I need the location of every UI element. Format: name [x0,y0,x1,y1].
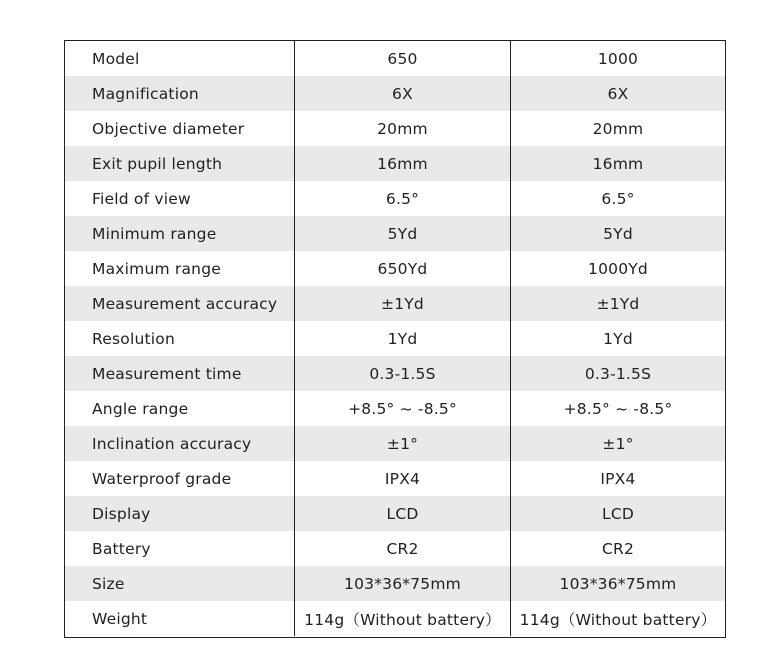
spec-value-1000: 0.3-1.5S [511,356,725,391]
spec-value-650: LCD [295,496,511,531]
spec-value-650: 20mm [295,111,511,146]
spec-value-1000: 6X [511,76,725,111]
spec-label: Resolution [65,321,295,356]
spec-value-650: 1Yd [295,321,511,356]
spec-label: Model [65,41,295,76]
spec-label: Objective diameter [65,111,295,146]
table-row [65,181,725,216]
table-row [65,251,725,286]
spec-value-650: 0.3-1.5S [295,356,511,391]
spec-label: Display [65,496,295,531]
spec-value-650: ±1° [295,426,511,461]
spec-value-650: ±1Yd [295,286,511,321]
table-row [65,146,725,181]
spec-value-1000: +8.5° ~ -8.5° [563,399,673,418]
spec-value-650: IPX4 [295,461,511,496]
spec-value-650: 114g（Without battery） [295,601,511,636]
spec-value-1000: 1Yd [603,329,633,348]
spec-value-1000: 1000 [597,49,639,68]
table-row [65,356,725,391]
spec-label: Inclination accuracy [65,426,295,461]
spec-value-1000: 114g（Without battery） [519,610,717,629]
spec-value-1000: IPX4 [600,469,636,488]
spec-label: Maximum range [65,251,295,286]
spec-value-1000: 6.5° [601,189,635,208]
spec-value-1000: 1000Yd [588,259,648,278]
spec-label: Weight [65,601,295,636]
spec-value-1000: ±1Yd [511,286,725,321]
spec-value-650: 650Yd [295,251,511,286]
table-row [65,216,725,251]
table-row [65,391,725,426]
spec-value-650: +8.5° ~ -8.5° [295,391,511,426]
spec-label: Size [65,566,295,601]
spec-label: Measurement accuracy [65,286,295,321]
spec-table [64,40,726,638]
spec-value-650: 650 [295,41,511,76]
spec-value-650: 103*36*75mm [295,566,511,601]
spec-value-1000: 5Yd [511,216,725,251]
table-row [65,461,725,496]
spec-value-1000: 20mm [592,119,644,138]
spec-value-650: CR2 [295,531,511,566]
table-row [65,321,725,356]
spec-value-650: 5Yd [295,216,511,251]
table-row [65,286,725,321]
spec-label: Exit pupil length [65,146,295,181]
table-row [65,601,725,636]
spec-label: Minimum range [65,216,295,251]
spec-value-1000: 103*36*75mm [511,566,725,601]
spec-value-650: 16mm [295,146,511,181]
spec-label: Angle range [65,391,295,426]
spec-label: Waterproof grade [65,461,295,496]
spec-value-1000: LCD [511,496,725,531]
spec-value-650: 6.5° [295,181,511,216]
spec-value-650: 6X [295,76,511,111]
table-row [65,76,725,111]
spec-label: Measurement time [65,356,295,391]
table-row [65,531,725,566]
spec-value-1000: 16mm [511,146,725,181]
spec-label: Magnification [65,76,295,111]
spec-label: Battery [65,531,295,566]
table-row [65,41,725,76]
spec-label: Field of view [65,181,295,216]
spec-value-1000: ±1° [511,426,725,461]
table-row [65,426,725,461]
table-row [65,566,725,601]
table-row [65,111,725,146]
spec-value-1000: CR2 [601,539,635,558]
table-row [65,496,725,531]
